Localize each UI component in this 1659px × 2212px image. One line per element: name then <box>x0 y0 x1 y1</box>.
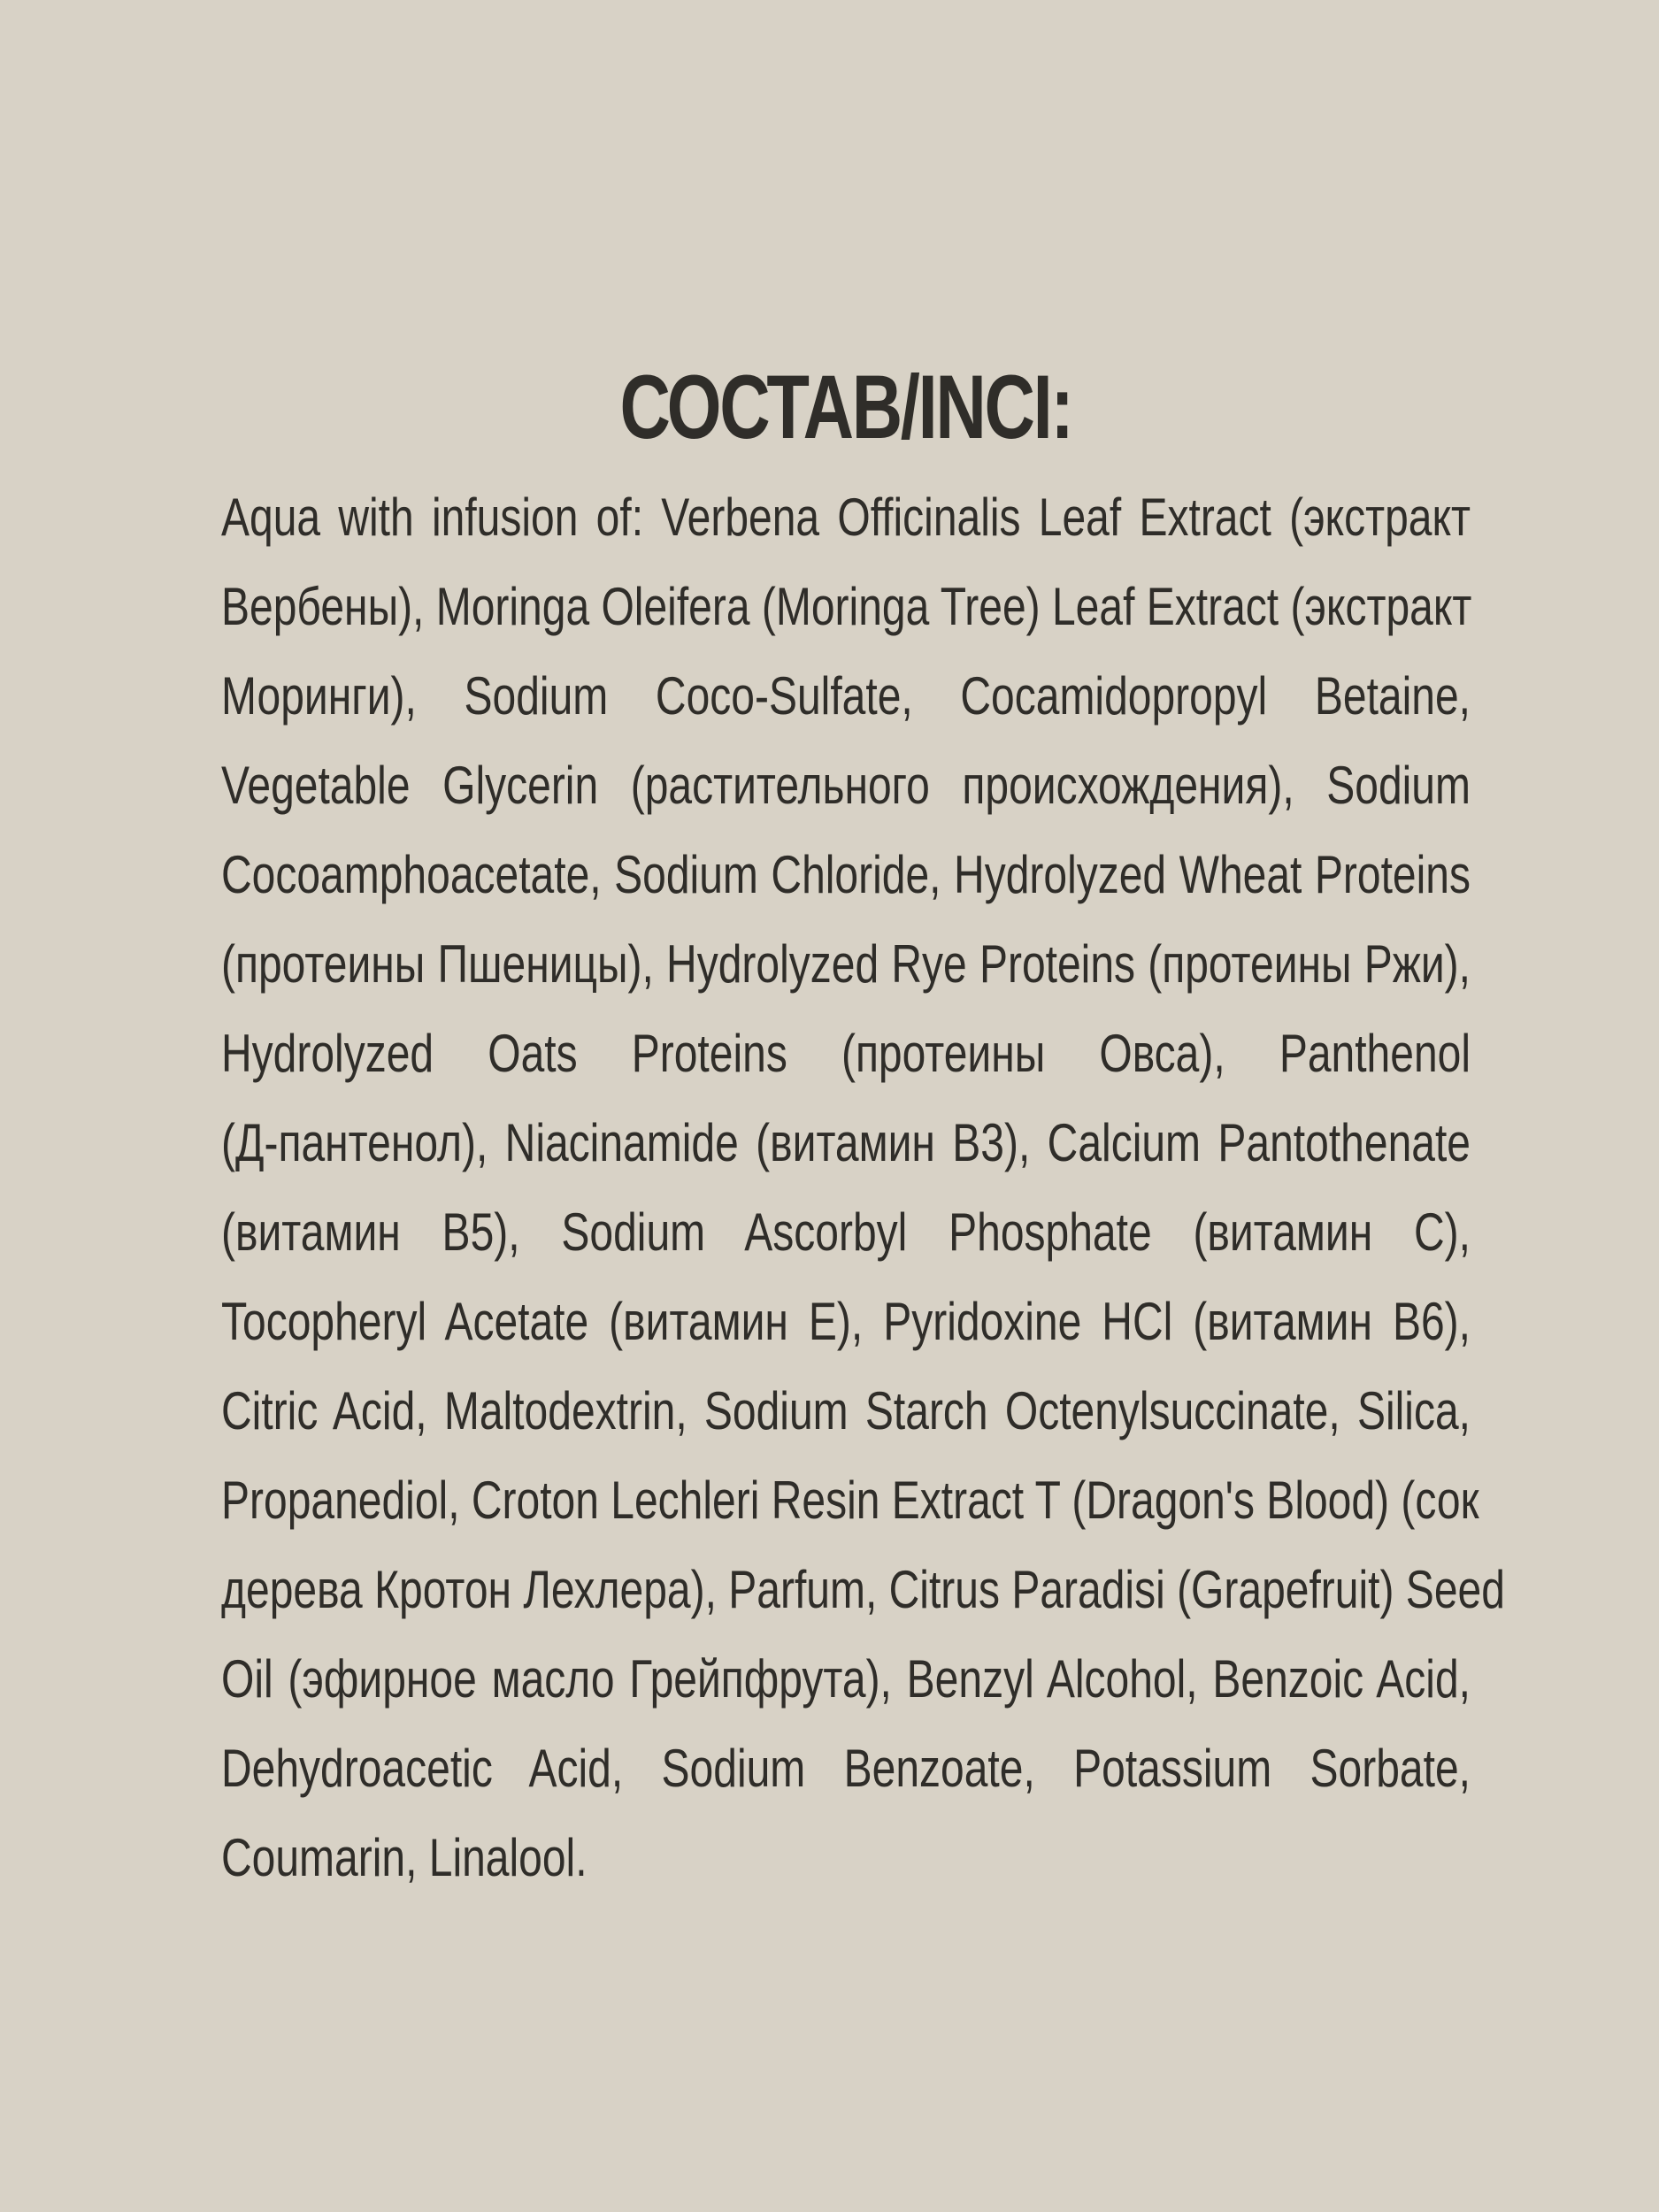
ingredients-panel <box>221 354 1505 1902</box>
ingredients-line: (протеины Пшеницы), Hydrolyzed Rye Proteins (протеины Ржи), <box>221 934 1471 994</box>
ingredients-line: Aqua with infusion of: Verbena Officinalis Leaf Extract (экстракт <box>221 488 1471 547</box>
ingredients-line: Вербены), Moringa Oleifera (Moringa Tree) Leaf Extract (экстракт <box>221 577 1472 636</box>
ingredients-text <box>221 472 1505 1902</box>
ingredients-line: Hydrolyzed Oats Proteins (протеины Овса), Panthenol <box>221 1024 1471 1083</box>
ingredients-line: (Д-пантенол), Niacinamide (витамин B3), Calcium Pantothenate <box>221 1113 1471 1172</box>
ingredients-heading: СОСТАВ/INCI: <box>619 357 1072 457</box>
ingredients-line: Cocoamphoacetate, Sodium Chloride, Hydrolyzed Wheat Proteins <box>221 845 1471 904</box>
ingredients-line: дерева Кротон Лехлера), Parfum, Citrus Paradisi (Grapefruit) Seed <box>221 1560 1505 1619</box>
ingredients-line: Citric Acid, Maltodextrin, Sodium Starch Octenylsuccinate, Silica, <box>221 1381 1471 1440</box>
ingredients-line: Dehydroacetic Acid, Sodium Benzoate, Potassium Sorbate, <box>221 1739 1471 1798</box>
ingredients-line: Vegetable Glycerin (растительного происхождения), Sodium <box>221 756 1471 815</box>
ingredients-line: Моринги), Sodium Coco-Sulfate, Cocamidopropyl Betaine, <box>221 666 1471 726</box>
ingredients-line: Oil (эфирное масло Грейпфрута), Benzyl Alcohol, Benzoic Acid, <box>221 1649 1471 1709</box>
ingredients-line: Coumarin, Linalool. <box>221 1828 588 1887</box>
ingredients-line: Propanediol, Croton Lechleri Resin Extract T (Dragon's Blood) (сок <box>221 1471 1479 1530</box>
ingredients-line: Tocopheryl Acetate (витамин E), Pyridoxine HCl (витамин B6), <box>221 1292 1471 1351</box>
ingredients-line: (витамин B5), Sodium Ascorbyl Phosphate (витамин C), <box>221 1202 1471 1262</box>
